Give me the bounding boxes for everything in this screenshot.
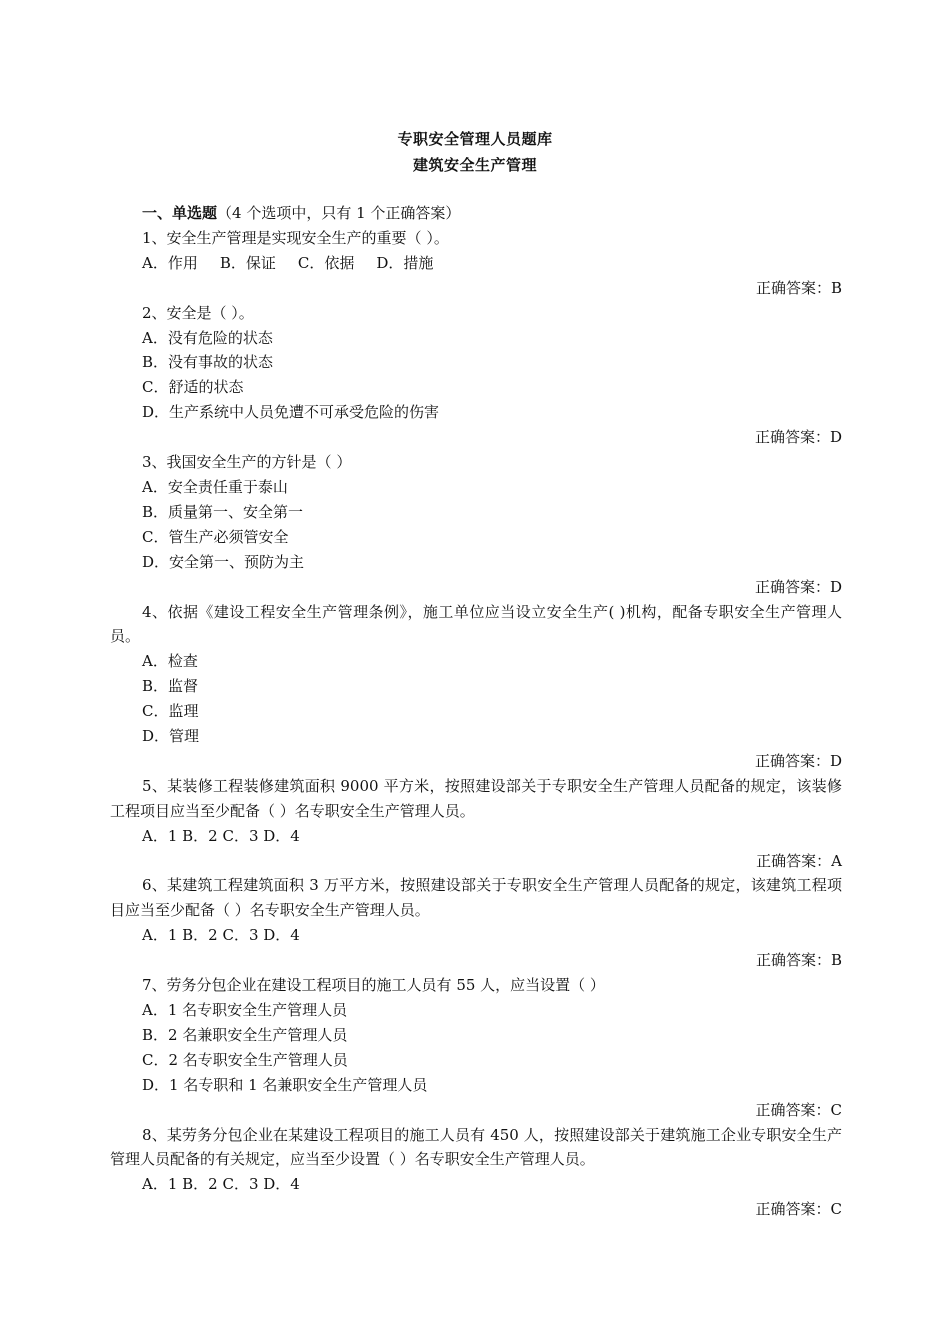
question-stem: 7、劳务分包企业在建设工程项目的施工人员有 55 人，应当设置（ ） — [142, 976, 605, 995]
option: A．安全责任重于泰山 — [142, 477, 288, 496]
option: C．2 名专职安全生产管理人员 — [142, 1050, 348, 1069]
option: B．2 名兼职安全生产管理人员 — [142, 1025, 348, 1044]
question-stem: 6、某建筑工程建筑面积 3 万平方米，按照建设部关于专职安全生产管理人员配备的规定，该建筑工程项目应当至少配备（ ）名专职安全生产管理人员。 — [110, 876, 842, 920]
option: A．没有危险的状态 — [142, 328, 273, 347]
option: C．舒适的状态 — [142, 378, 244, 397]
doc-subtitle: 建筑安全生产管理 — [412, 156, 537, 174]
option: B．保证 — [219, 253, 276, 272]
option: D．安全第一、预防为主 — [142, 552, 305, 571]
question-options — [110, 251, 842, 276]
question-options: A．1 B．2 C．3 D．4 — [142, 826, 300, 845]
option: B．没有事故的状态 — [142, 353, 274, 372]
option: D．1 名专职和 1 名兼职安全生产管理人员 — [142, 1075, 428, 1094]
option: A．作用 — [142, 253, 198, 272]
question-stem: 1、安全生产管理是实现安全生产的重要（ ）。 — [142, 228, 449, 247]
correct-answer: 正确答案：C — [755, 1200, 842, 1219]
option: D．管理 — [142, 727, 200, 746]
question-options: A．1 B．2 C．3 D．4 — [142, 1175, 300, 1194]
correct-answer: 正确答案：D — [754, 577, 842, 596]
option: B．监督 — [142, 677, 199, 696]
question-stem: 3、我国安全生产的方针是（ ） — [142, 453, 352, 472]
correct-answer: 正确答案：D — [754, 751, 842, 770]
option: D．生产系统中人员免遭不可承受危险的伤害 — [142, 403, 440, 422]
option: A．1 名专职安全生产管理人员 — [142, 1001, 348, 1019]
question-stem: 8、某劳务分包企业在某建设工程项目的施工人员有 450 人，按照建设部关于建筑施工企业专职安全生产管理人员配备的有关规定，应当至少设置（ ）名专职安全生产管理人员。 — [110, 1125, 842, 1169]
option: B．质量第一、安全第一 — [142, 502, 304, 521]
section-heading — [110, 201, 842, 226]
correct-answer: 正确答案：D — [754, 428, 842, 447]
option: C．管生产必须管安全 — [142, 527, 289, 546]
correct-answer: 正确答案：B — [755, 951, 842, 970]
doc-title: 专职安全管理人员题库 — [397, 130, 553, 148]
question-stem: 2、安全是（ ）。 — [142, 303, 254, 322]
question-options: A．1 B．2 C．3 D．4 — [142, 926, 300, 945]
option: A．检查 — [142, 652, 198, 671]
question-list — [110, 201, 842, 1222]
option: C．监理 — [142, 702, 199, 721]
correct-answer: 正确答案：C — [755, 1100, 842, 1119]
option: D．措施 — [376, 253, 434, 272]
option: C．依据 — [297, 253, 355, 272]
question-stem: 4、依据《建设工程安全生产管理条例》，施工单位应当设立安全生产( )机构，配备专职安全生产管理人员。 — [110, 602, 842, 646]
correct-answer: 正确答案：A — [756, 851, 842, 870]
correct-answer: 正确答案：B — [755, 278, 842, 297]
section-label: 一、单选题 — [142, 204, 218, 222]
title-block — [0, 126, 950, 178]
question-stem: 5、某装修工程装修建筑面积 9000 平方米，按照建设部关于专职安全生产管理人员配备的规定，该装修工程项目应当至少配备（ ）名专职安全生产管理人员。 — [110, 776, 842, 820]
section-note: （4 个选项中，只有 1 个正确答案） — [217, 204, 461, 222]
